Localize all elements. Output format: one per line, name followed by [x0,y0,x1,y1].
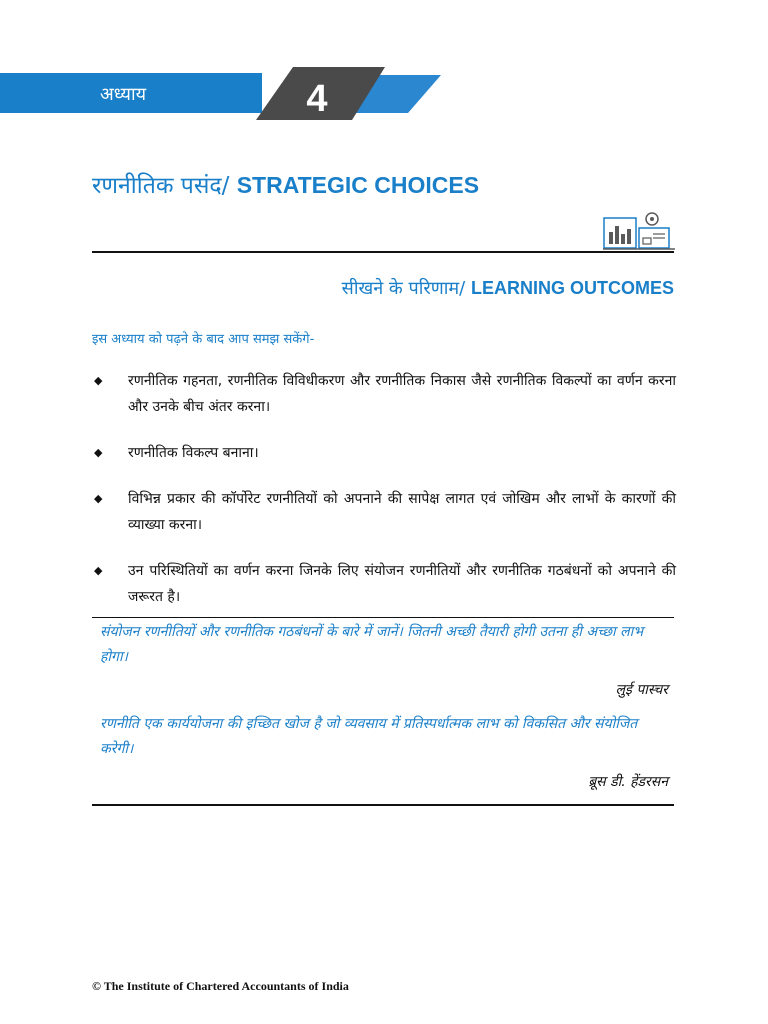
diamond-bullet-icon: ◆ [94,492,103,505]
title-hindi: रणनीतिक पसंद/ [92,173,230,199]
diamond-bullet-icon: ◆ [94,446,103,459]
outcomes-intro: इस अध्याय को पढ़ने के बाद आप समझ सकेंगे- [92,332,315,347]
outcome-item [92,486,676,538]
learning-outcomes-hindi: सीखने के परिणाम/ [341,278,466,299]
quote-author: लुई पास्चर [615,682,668,698]
outcome-text: रणनीतिक गहनता, रणनीतिक विविधीकरण और रणनीतिक निकास जैसे रणनीतिक विकल्पों का वर्णन करना और उनके बीच अंतर करना। [128,373,676,415]
quotes-top-divider [92,617,674,618]
learning-outcomes-heading [342,276,674,300]
diamond-bullet-icon: ◆ [94,374,103,387]
outcome-text: उन परिस्थितियों का वर्णन करना जिनके लिए संयोजन रणनीतियों और रणनीतिक गठबंधनों को अपनाने की जरूरत है। [128,563,676,605]
chapter-number: 4 [306,78,328,120]
banner-graphic [0,0,768,130]
quote-text: संयोजन रणनीतियों और रणनीतिक गठबंधनों के बारे में जानें। जितनी अच्छी तैयारी होगी उतना ही अच्छा लाभ होगा। [100,624,644,665]
copyright-footer: © The Institute of Chartered Accountants of India [92,979,349,993]
outcome-item [92,440,676,466]
learning-outcomes-english: LEARNING OUTCOMES [470,278,674,298]
page-title [92,168,479,200]
diamond-bullet-icon: ◆ [94,564,103,577]
chapter-banner [0,0,768,130]
outcome-item [92,558,676,610]
chapter-label: अध्याय [100,84,147,105]
outcome-text: विभिन्न प्रकार की कॉर्पोरेट रणनीतियों को अपनाने की सापेक्ष लागत एवं जोखिम और लाभों के कारणों की व्याख्या करना। [128,491,676,533]
title-english: STRATEGIC CHOICES [236,172,480,198]
quote-author: ब्रूस डी. हेंडरसन [588,774,668,790]
strategy-chart-gear-icon [603,210,675,250]
outcome-item [92,368,676,420]
quotes-bottom-divider [92,804,674,806]
outcome-text: रणनीतिक विकल्प बनाना। [128,445,259,461]
quote-text: रणनीति एक कार्ययोजना की इच्छित खोज है जो व्यवसाय में प्रतिस्पर्धात्मक लाभ को विकसित और संयोजित करेगी। [100,716,638,757]
title-divider [92,251,674,253]
outcomes-list [92,368,676,630]
